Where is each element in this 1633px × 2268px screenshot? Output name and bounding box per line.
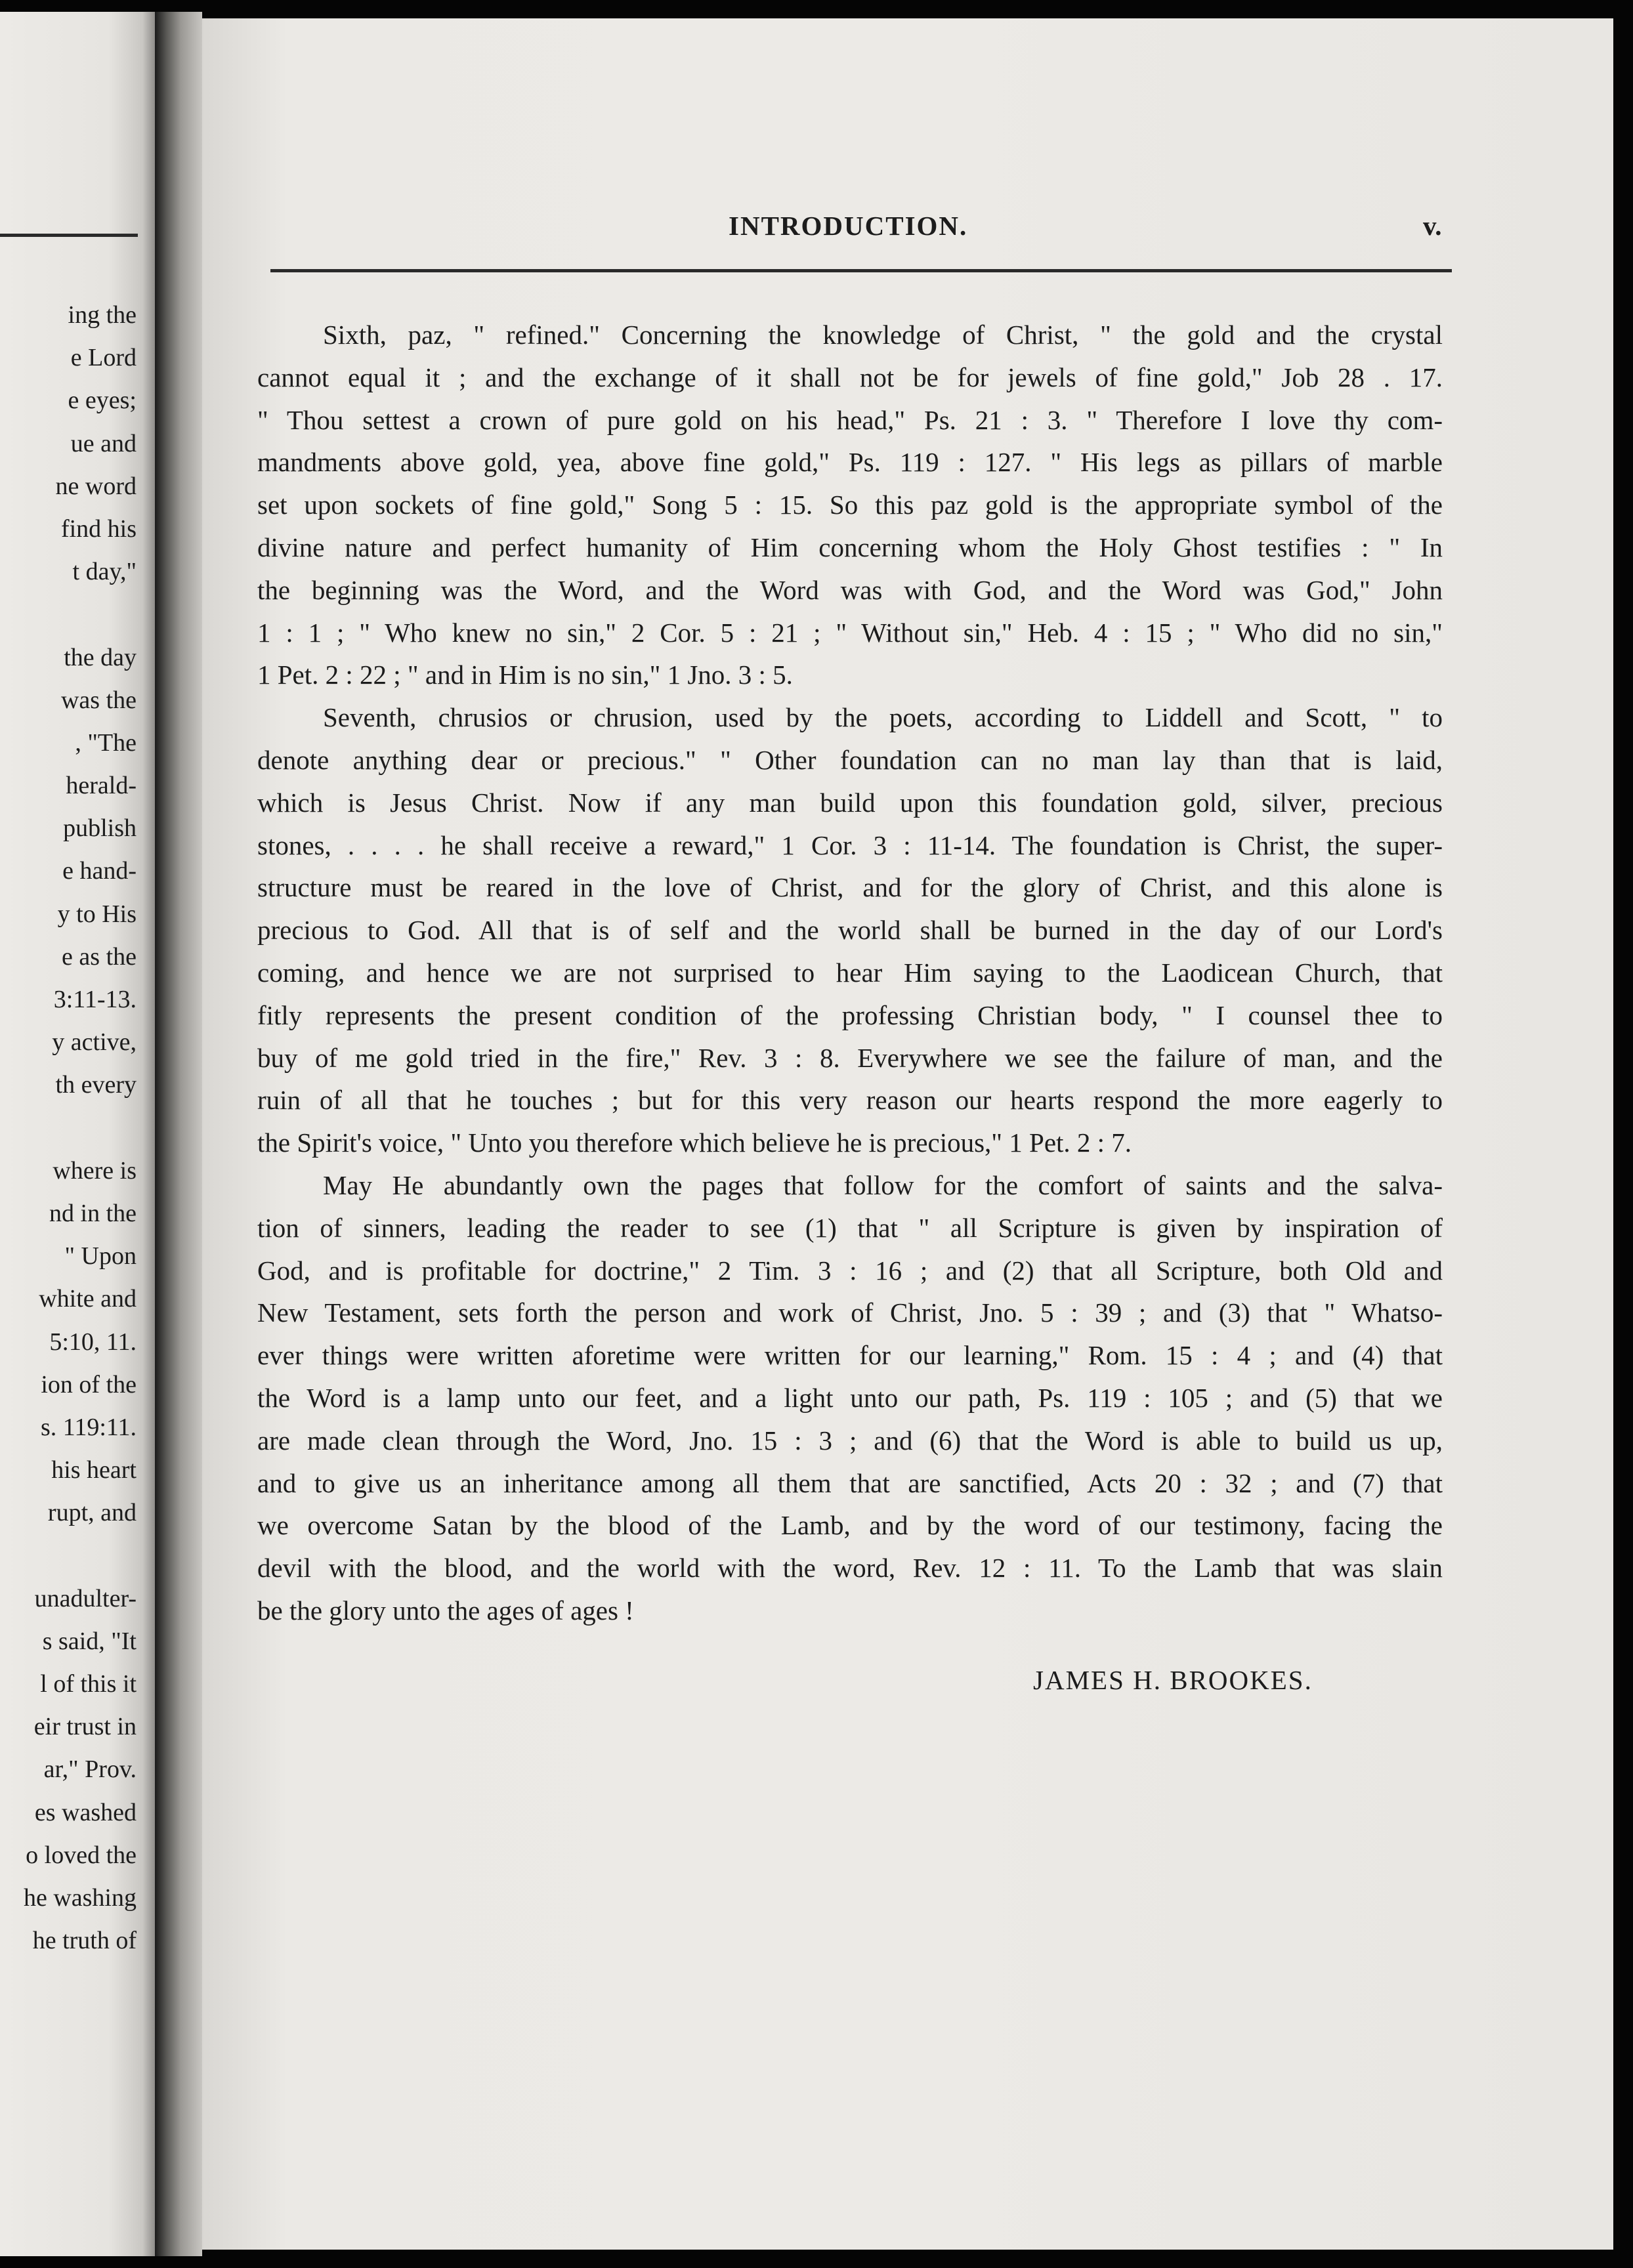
text-line: " Thou settest a crown of pure gold on his head," Ps. 21 : 3. " Therefore I love thy com- bbox=[257, 404, 1443, 435]
text-line: devil with the blood, and the world with the word, Rev. 12 : 11. To the Lamb that was slain bbox=[257, 1553, 1443, 1584]
left-header-rule bbox=[0, 234, 138, 237]
left-page-line: his heart bbox=[51, 1456, 137, 1484]
text-line: structure must be reared in the love of Christ, and for the glory of Christ, and this alone is bbox=[257, 872, 1443, 903]
left-page-line bbox=[0, 1107, 137, 1150]
left-page-line: s. 119:11. bbox=[40, 1413, 137, 1441]
left-page-line: , "The bbox=[75, 728, 137, 757]
left-page-line: t day," bbox=[72, 558, 137, 586]
text-line: fitly represents the present condition of the professing Christian body, " I counsel thee to bbox=[257, 999, 1443, 1030]
left-page-line: e as the bbox=[62, 942, 137, 971]
text-line: buy of me gold tried in the fire," Rev. 3 : 8. Everywhere we see the failure of man, and the bbox=[257, 1042, 1443, 1073]
left-page-line: ne word bbox=[55, 472, 137, 500]
text-line: denote anything dear or precious." " Other foundation can no man lay than that is laid, bbox=[257, 744, 1443, 775]
left-page-line: " Upon bbox=[64, 1242, 137, 1270]
left-page-line: herald- bbox=[66, 772, 137, 800]
paragraph bbox=[257, 696, 1443, 1164]
left-page-line: y active, bbox=[52, 1028, 137, 1057]
text-line: are made clean through the Word, Jno. 15 : 3 ; and (6) that the Word is able to build us up, bbox=[257, 1425, 1443, 1456]
left-page-line: unadulter- bbox=[34, 1584, 137, 1612]
text-line: New Testament, sets forth the person and work of Christ, Jno. 5 : 39 ; and (3) that " Whatso- bbox=[257, 1297, 1443, 1328]
left-page-text bbox=[0, 294, 137, 1962]
text-line: the Spirit's voice, " Unto you therefore which believe he is precious," 1 Pet. 2 : 7. bbox=[257, 1127, 1132, 1158]
left-page-line: he truth of bbox=[32, 1927, 137, 1955]
text-line: tion of sinners, leading the reader to see (1) that " all Scripture is given by inspiration of bbox=[257, 1212, 1443, 1243]
running-head: INTRODUCTION. bbox=[729, 211, 968, 241]
text-line: divine nature and perfect humanity of Him concerning whom the Holy Ghost testifies : " In bbox=[257, 532, 1443, 562]
left-page-line: e Lord bbox=[70, 344, 137, 372]
text-line: coming, and hence we are not surprised to hear Him saying to the Laodicean Church, that bbox=[257, 957, 1443, 988]
left-page-line: eir trust in bbox=[33, 1713, 137, 1741]
signature: JAMES H. BROOKES. bbox=[1033, 1665, 1313, 1695]
left-page-line: find his bbox=[60, 514, 137, 543]
text-line: God, and is profitable for doctrine," 2 Tim. 3 : 16 ; and (2) that all Scripture, both Old and bbox=[257, 1255, 1443, 1286]
left-page-line: e eyes; bbox=[68, 387, 137, 415]
left-page-line: nd in the bbox=[49, 1199, 137, 1227]
left-page-line: he washing bbox=[23, 1883, 137, 1912]
left-page-line: o loved the bbox=[26, 1841, 137, 1869]
text-line: the beginning was the Word, and the Word was with God, and the Word was God," John bbox=[257, 574, 1443, 605]
text-line: set upon sockets of fine gold," Song 5 : 15. So this paz gold is the appropriate symbol of the bbox=[257, 490, 1443, 520]
text-line: ruin of all that he touches ; but for this very reason our hearts respond the more eagerly to bbox=[257, 1085, 1443, 1116]
left-page-line: l of this it bbox=[40, 1670, 137, 1698]
book-gutter bbox=[155, 12, 202, 2256]
text-line: 1 : 1 ; " Who knew no sin," 2 Cor. 5 : 21 ; " Without sin," Heb. 4 : 15 ; " Who did no sin," bbox=[257, 617, 1443, 648]
paragraph bbox=[257, 1164, 1443, 1632]
left-page-line bbox=[0, 1534, 137, 1577]
left-page-line: ing the bbox=[68, 301, 137, 329]
text-line: stones, . . . . he shall receive a reward," 1 Cor. 3 : 11-14. The foundation is Christ, the super- bbox=[257, 830, 1443, 860]
left-page-line: es washed bbox=[34, 1798, 137, 1826]
left-page-line: was the bbox=[60, 686, 137, 714]
left-page-line: y to His bbox=[57, 900, 137, 928]
text-line: Seventh, chrusios or chrusion, used by the poets, according to Liddell and Scott, " to bbox=[323, 702, 1443, 733]
text-line: cannot equal it ; and the exchange of it shall not be for jewels of fine gold," Job 28 . 17. bbox=[257, 362, 1443, 392]
left-page-line: 3:11-13. bbox=[53, 986, 137, 1013]
text-line: and to give us an inheritance among all them that are sanctified, Acts 20 : 32 ; and (7) that bbox=[257, 1467, 1443, 1498]
left-page-line: publish bbox=[63, 814, 137, 843]
left-page-line: s said, "It bbox=[42, 1627, 137, 1655]
left-page-line: ue and bbox=[70, 429, 137, 457]
text-line: the Word is a lamp unto our feet, and a light unto our path, Ps. 119 : 105 ; and (5) that we bbox=[257, 1382, 1443, 1413]
left-page-line: ar," Prov. bbox=[43, 1755, 137, 1784]
left-page-line: ion of the bbox=[41, 1370, 137, 1398]
body-text bbox=[257, 314, 1443, 1632]
page-number: v. bbox=[1423, 211, 1442, 241]
text-line: 1 Pet. 2 : 22 ; " and in Him is no sin," 1 Jno. 3 : 5. bbox=[257, 660, 793, 690]
text-line: mandments above gold, yea, above fine gold," Ps. 119 : 127. " His legs as pillars of marble bbox=[257, 447, 1443, 478]
text-line: which is Jesus Christ. Now if any man build upon this foundation gold, silver, precious bbox=[257, 787, 1443, 818]
text-line: we overcome Satan by the blood of the Lamb, and by the word of our testimony, facing the bbox=[257, 1510, 1443, 1541]
left-page-line: rupt, and bbox=[47, 1499, 137, 1527]
left-page-line: where is bbox=[53, 1156, 137, 1185]
text-line: Sixth, paz, " refined." Concerning the knowledge of Christ, " the gold and the crystal bbox=[323, 320, 1443, 350]
left-page-fragment bbox=[0, 12, 155, 2256]
left-page-line: white and bbox=[39, 1285, 137, 1313]
text-line: precious to God. All that is of self and the world shall be burned in the day of our Lord's bbox=[257, 915, 1443, 946]
text-line: ever things were written aforetime were written for our learning," Rom. 15 : 4 ; and (4) that bbox=[257, 1340, 1443, 1371]
left-page-line: th every bbox=[55, 1071, 137, 1099]
left-page-line: 5:10, 11. bbox=[49, 1328, 137, 1356]
left-page-line: the day bbox=[64, 643, 137, 671]
paragraph bbox=[257, 314, 1443, 696]
text-line: be the glory unto the ages of ages ! bbox=[257, 1595, 634, 1626]
text-line: May He abundantly own the pages that follow for the comfort of saints and the salva- bbox=[323, 1169, 1443, 1200]
left-page-line bbox=[0, 593, 137, 636]
header-rule bbox=[270, 269, 1452, 272]
left-page-line: e hand- bbox=[62, 857, 137, 885]
